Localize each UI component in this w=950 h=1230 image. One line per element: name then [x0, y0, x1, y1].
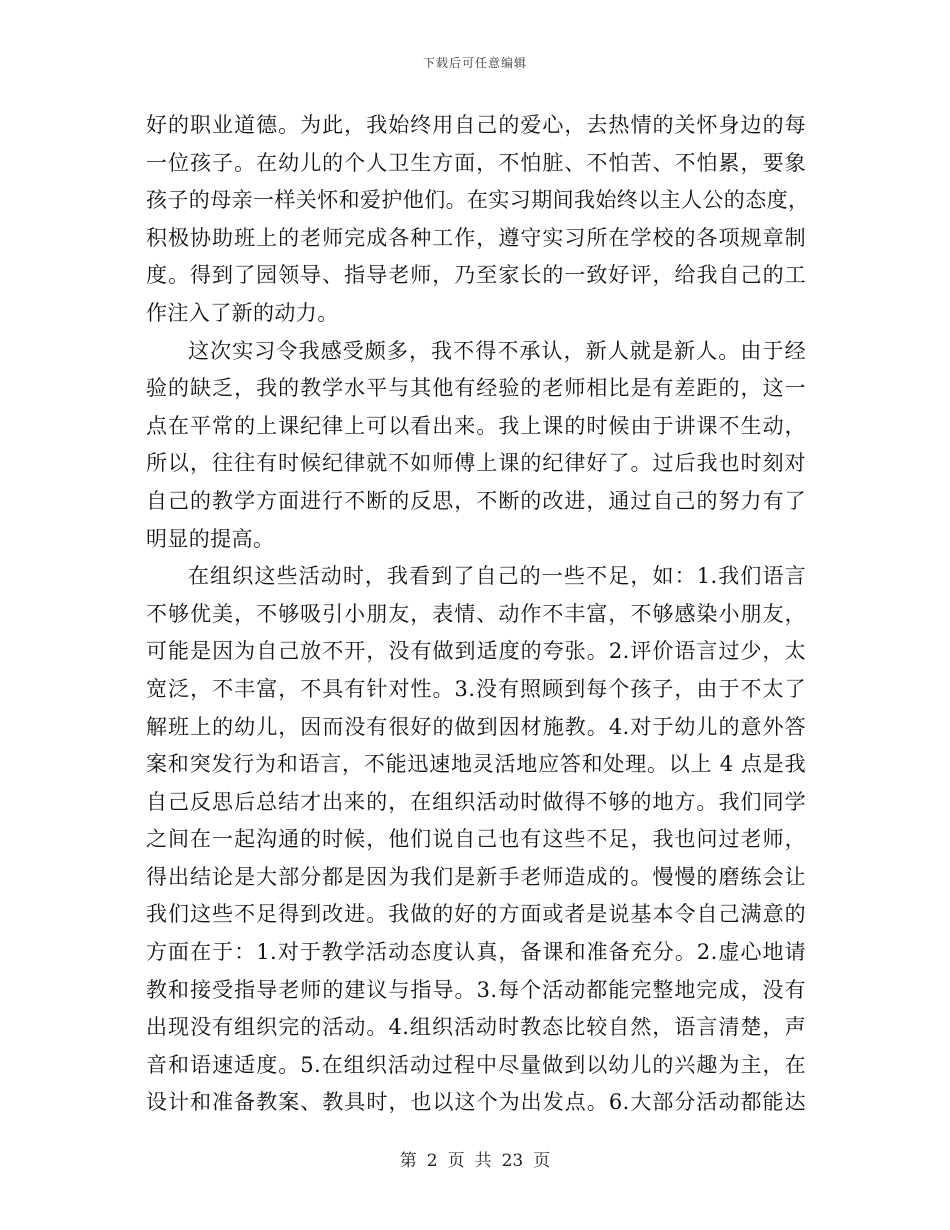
footer-page-word: 页: [447, 1151, 465, 1171]
text-line: 自己反思后总结才出来的，在组织活动时做得不够的地方。我们同学: [146, 789, 806, 814]
page-footer: [0, 1146, 950, 1171]
text-line: 宽泛，不丰富，不具有针对性。3.没有照顾到每个孩子，由于不太了: [146, 676, 806, 701]
text-line: 所以，往往有时候纪律就不如师傅上课的纪律好了。过后我也时刻对: [146, 451, 806, 476]
text-line: 孩子的母亲一样关怀和爱护他们。在实习期间我始终以主人公的态度，: [146, 188, 810, 213]
text-line: 解班上的幼儿，因而没有很好的做到因材施教。4.对于幼儿的意外答: [146, 714, 806, 739]
footer-total-pages: 23: [501, 1151, 524, 1171]
text-line: 在组织这些活动时，我看到了自己的一些不足，如：1.我们语言: [188, 564, 806, 589]
text-line: 音和语速适度。5.在组织活动过程中尽量做到以幼儿的兴趣为主，在: [146, 1052, 806, 1077]
footer-suffix: 页: [533, 1151, 551, 1171]
text-line: 不够优美，不够吸引小朋友，表情、动作不丰富，不够感染小朋友，: [146, 601, 806, 626]
text-line: 一位孩子。在幼儿的个人卫生方面，不怕脏、不怕苦、不怕累，要象: [146, 150, 806, 175]
text-line: 这次实习令我感受颇多，我不得不承认，新人就是新人。由于经: [188, 338, 806, 363]
document-body: [146, 107, 810, 1122]
footer-total-word: 共: [474, 1151, 492, 1171]
text-line: 好的职业道德。为此，我始终用自己的爱心，去热情的关怀身边的每: [146, 113, 806, 137]
text-line: 度。得到了园领导、指导老师，乃至家长的一致好评，给我自己的工: [146, 263, 806, 288]
text-line: 验的缺乏，我的教学水平与其他有经验的老师相比是有差距的，这一: [146, 376, 806, 401]
text-line: 作注入了新的动力。: [146, 300, 339, 325]
footer-page-number: 2: [426, 1151, 438, 1171]
text-line: 积极协助班上的老师完成各种工作，遵守实习所在学校的各项规章制: [146, 225, 806, 250]
text-line: 设计和准备教案、教具时，也以这个为出发点。6.大部分活动都能达: [146, 1090, 806, 1115]
text-line: 教和接受指导老师的建议与指导。3.每个活动都能完整地完成，没有: [146, 977, 806, 1002]
page-header: 下载后可任意编辑: [422, 56, 527, 70]
text-line: 明显的提高。: [146, 526, 275, 551]
text-line: 之间在一起沟通的时候，他们说自己也有这些不足，我也问过老师，: [146, 827, 806, 852]
text-line: 得出结论是大部分都是因为我们是新手老师造成的。慢慢的磨练会让: [146, 864, 806, 889]
text-line: 我们这些不足得到改进。我做的好的方面或者是说基本令自己满意的: [146, 902, 806, 927]
text-line: 方面在于：1.对于教学活动态度认真，备课和准备充分。2.虚心地请: [146, 940, 806, 965]
text-line: 点在平常的上课纪律上可以看出来。我上课的时候由于讲课不生动，: [146, 413, 806, 438]
text-line: 出现没有组织完的活动。4.组织活动时教态比较自然，语言清楚，声: [146, 1015, 806, 1040]
text-line: 可能是因为自己放不开，没有做到适度的夸张。2.评价语言过少，太: [146, 639, 806, 664]
footer-prefix: 第: [399, 1151, 417, 1171]
text-line: 案和突发行为和语言，不能迅速地灵活地应答和处理。以上 4 点是我: [146, 752, 806, 777]
text-line: 自己的教学方面进行不断的反思，不断的改进，通过自己的努力有了: [146, 488, 806, 513]
